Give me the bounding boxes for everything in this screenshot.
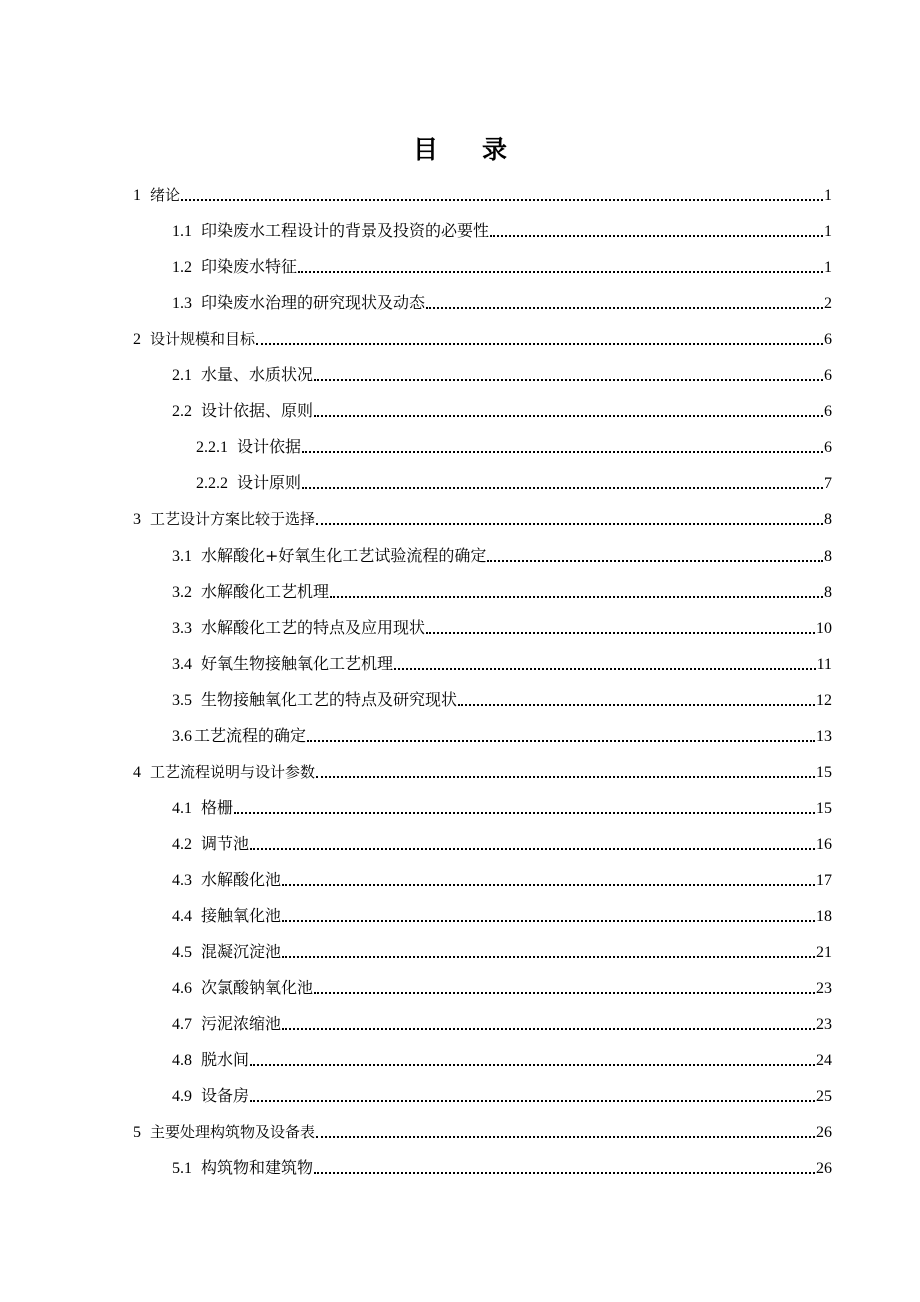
toc-entry-text: 水量、水质状况 [201,365,314,384]
toc-entry-text: 工艺设计方案比较于选择 [150,510,316,528]
toc-leader-dots [282,884,815,886]
toc-leader-dots [256,343,823,345]
toc-entry-text: 水解酸化池 [201,870,282,889]
toc-entry[interactable] [172,905,832,928]
toc-entry-text: 脱水间 [201,1050,250,1069]
toc-entry-number: 3.6 [172,728,192,745]
toc-entry[interactable] [172,220,832,243]
toc-page-number: 6 [824,331,832,348]
toc-entry-text: 好氧生物接触氧化工艺机理 [201,654,394,673]
toc-page-number: 12 [816,692,832,709]
toc-leader-dots [314,1172,815,1174]
toc-entry[interactable] [172,545,832,568]
toc-entry-number: 5.1 [172,1160,192,1177]
toc-page-number: 1 [824,187,832,204]
toc-leader-dots [298,271,823,273]
toc-page-number: 13 [816,728,832,745]
toc-entry[interactable] [133,184,832,207]
toc-entry[interactable] [172,941,832,964]
toc-entry-number: 4.9 [172,1088,192,1105]
toc-leader-dots [487,560,823,562]
toc-entry-text: 调节池 [201,834,250,853]
toc-page-number: 17 [816,872,832,889]
toc-page-number: 16 [816,836,832,853]
toc-leader-dots [282,956,815,958]
toc-entry[interactable] [172,1085,832,1108]
toc-entry-number: 4.1 [172,800,192,817]
toc-entry-number: 1 [133,187,141,204]
toc-title-char-1: 目 [412,135,438,164]
toc-page-number: 8 [824,548,832,565]
toc-entry[interactable] [172,581,832,604]
toc-title [0,130,920,170]
toc-entry[interactable] [172,256,832,279]
toc-entry[interactable] [172,1157,832,1180]
toc-entry-number: 4.4 [172,908,192,925]
toc-entry[interactable] [172,364,832,387]
toc-leader-dots [181,199,823,201]
toc-entry-text: 构筑物和建筑物 [201,1158,314,1177]
toc-entry[interactable] [172,1049,832,1072]
toc-entry[interactable] [172,725,832,748]
toc-entry-text: 印染废水治理的研究现状及动态 [201,293,426,312]
toc-leader-dots [250,1100,815,1102]
toc-entry-number: 4 [133,764,141,781]
toc-entry-text: 水解酸化+好氧生化工艺试验流程的确定 [201,546,487,565]
toc-entry-number: 1.3 [172,295,192,312]
toc-page-number: 15 [816,800,832,817]
toc-entry-number: 4.5 [172,944,192,961]
toc-leader-dots [426,307,823,309]
toc-entry[interactable] [172,292,832,315]
toc-leader-dots [314,992,815,994]
toc-entry[interactable] [172,617,832,640]
toc-entry-text: 格栅 [201,798,234,817]
toc-page-number: 15 [816,764,832,781]
toc-page-number: 1 [824,223,832,240]
toc-entry-text: 污泥浓缩池 [201,1014,282,1033]
toc-entry[interactable] [196,436,832,459]
toc-leader-dots [316,523,823,525]
toc-leader-dots [282,1028,815,1030]
toc-entry-text: 设计规模和目标 [150,330,256,348]
toc-entry[interactable] [172,797,832,820]
toc-leader-dots [307,740,815,742]
toc-entry-text: 生物接触氧化工艺的特点及研究现状 [201,690,458,709]
toc-page-number: 1 [824,259,832,276]
toc-entry-number: 5 [133,1124,141,1141]
toc-entry-text: 绪论 [150,186,181,204]
toc-entry[interactable] [172,653,832,676]
toc-entry-text: 主要处理构筑物及设备表 [150,1123,316,1141]
toc-page-number: 6 [824,403,832,420]
toc-entry[interactable] [172,689,832,712]
toc-entry-number: 4.7 [172,1016,192,1033]
toc-entry-text: 设计原则 [237,473,302,492]
toc-entry-text: 工艺流程的确定 [194,726,307,745]
toc-page-number: 26 [816,1160,832,1177]
toc-entry[interactable] [196,472,832,495]
toc-leader-dots [458,704,815,706]
toc-entry[interactable] [133,328,832,351]
toc-leader-dots [282,920,815,922]
toc-leader-dots [314,415,823,417]
toc-entry-number: 2.2 [172,403,192,420]
toc-entry-number: 2 [133,331,141,348]
toc-page-number: 6 [824,367,832,384]
toc-entry-number: 4.6 [172,980,192,997]
toc-entry[interactable] [133,508,832,531]
toc-entry-number: 3.3 [172,620,192,637]
toc-entry-number: 3.4 [172,656,192,673]
toc-entry-number: 3.2 [172,584,192,601]
toc-leader-dots [316,776,815,778]
toc-entry-text: 次氯酸钠氧化池 [201,978,314,997]
toc-leader-dots [394,668,816,670]
toc-entry[interactable] [172,977,832,1000]
toc-page-number: 26 [816,1124,832,1141]
toc-entry[interactable] [172,869,832,892]
toc-entry-number: 1.1 [172,223,192,240]
toc-entry-text: 印染废水特征 [201,257,298,276]
toc-entry-number: 4.8 [172,1052,192,1069]
toc-leader-dots [316,1136,815,1138]
toc-entry-text: 混凝沉淀池 [201,942,282,961]
toc-leader-dots [302,487,823,489]
toc-entry-text: 设计依据、原则 [201,401,314,420]
toc-page-number: 21 [816,944,832,961]
toc-leader-dots [490,235,823,237]
toc-entry[interactable] [133,761,832,784]
toc-page-number: 7 [824,475,832,492]
toc-page-number: 2 [824,295,832,312]
toc-entry-text: 工艺流程说明与设计参数 [150,763,316,781]
toc-page-number: 6 [824,439,832,456]
toc-entry-number: 1.2 [172,259,192,276]
toc-leader-dots [250,1064,815,1066]
toc-entry-number: 2.1 [172,367,192,384]
toc-entry-number: 3.1 [172,548,192,565]
toc-entry-text: 水解酸化工艺的特点及应用现状 [201,618,426,637]
toc-entry-text: 接触氧化池 [201,906,282,925]
toc-title-char-2: 录 [482,135,508,164]
toc-entry-text: 印染废水工程设计的背景及投资的必要性 [201,221,490,240]
toc-page-number: 18 [816,908,832,925]
toc-page-number: 8 [824,584,832,601]
toc-entry-text: 水解酸化工艺机理 [201,582,330,601]
toc-entry-number: 4.3 [172,872,192,889]
toc-entry-number: 3 [133,511,141,528]
toc-page-number: 11 [816,656,832,673]
toc-leader-dots [302,451,823,453]
toc-entry-number: 4.2 [172,836,192,853]
toc-page-number: 10 [816,620,832,637]
toc-leader-dots [314,379,823,381]
toc-entry[interactable] [172,833,832,856]
toc-entry-number: 2.2.2 [196,475,228,492]
toc-entry[interactable] [172,400,832,423]
toc-page-number: 23 [816,980,832,997]
toc-leader-dots [330,596,823,598]
toc-page-number: 23 [816,1016,832,1033]
toc-leader-dots [234,812,815,814]
toc-entry-number: 3.5 [172,692,192,709]
toc-leader-dots [426,632,815,634]
toc-entry-number: 2.2.1 [196,439,228,456]
toc-page-number: 24 [816,1052,832,1069]
toc-page-number: 25 [816,1088,832,1105]
toc-page-number: 8 [824,511,832,528]
toc-entry[interactable] [172,1013,832,1036]
toc-entry-text: 设备房 [201,1086,250,1105]
toc-entry-text: 设计依据 [237,437,302,456]
toc-entry[interactable] [133,1121,832,1144]
toc-leader-dots [250,848,815,850]
